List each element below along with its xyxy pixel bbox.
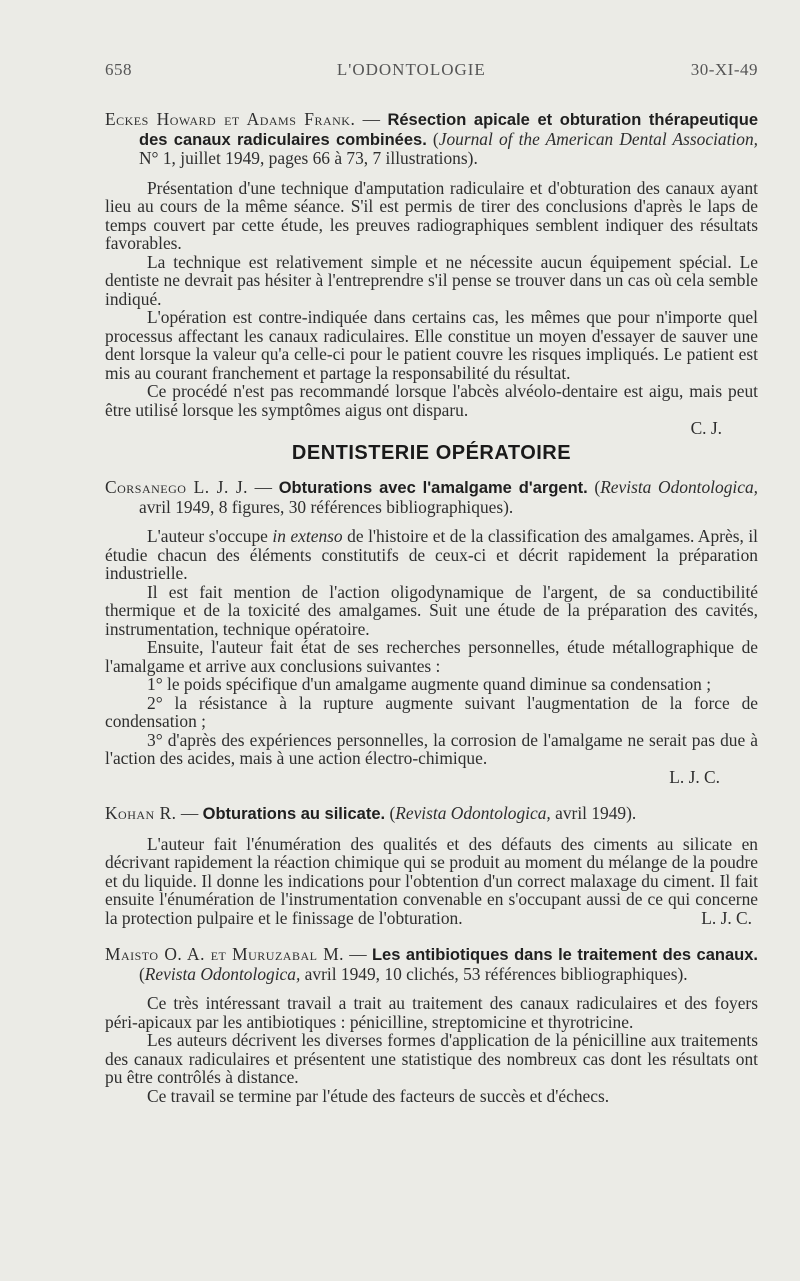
entry-paragraph: Ensuite, l'auteur fait état de ses recherches personnelles, étude métallographique de l'amalgame et arrive aux conclusions suivantes : <box>105 637 758 676</box>
entry-dash: — <box>344 944 372 964</box>
entry-heading <box>105 804 758 824</box>
entry-heading <box>105 945 758 983</box>
entry-reference: avril 1949, 10 clichés, 53 références bibliographiques). <box>300 963 688 984</box>
entry-title: Obturations au silicate. <box>202 805 386 823</box>
page-body <box>105 110 758 1105</box>
entry-journal: Revista Odontologica, <box>395 803 551 823</box>
ref-open: ( <box>587 477 601 497</box>
entry-journal: Revista Odontologica, <box>600 477 758 497</box>
abstract-entry-corsanego <box>105 478 758 786</box>
entry-paragraph: Ce très intéressant travail a trait au traitement des canaux radiculaires et des foyers péri-apicaux par les antibiotiques : pénicilline, streptomicine et thyrotricine. <box>105 993 758 1032</box>
entry-journal: Revista Odontologica, <box>144 963 301 984</box>
entry-paragraph <box>105 835 758 928</box>
entry-signature: L. J. C. <box>669 766 720 787</box>
entry-authors: Eckes Howard et Adams Frank. <box>105 109 356 129</box>
issue-date: 30-XI-49 <box>690 60 758 79</box>
entry-reference: N° 1, juillet 1949, pages 66 à 73, 7 illustrations). <box>139 148 478 168</box>
section-heading: DENTISTERIE OPÉRATOIRE <box>291 441 572 464</box>
entry-journal: Journal of the American Dental Association, <box>438 128 759 149</box>
conclusion-item: 1° le poids spécifique d'un amalgame augmente quand diminue sa condensation ; <box>147 674 712 694</box>
journal-title: L'ODONTOLOGIE <box>336 60 486 79</box>
entry-authors: Corsanego L. J. J. <box>105 477 249 497</box>
latin-phrase: in extenso <box>272 526 343 546</box>
entry-title: Résection apicale et obturation thérapeutique des canaux radiculaires combinées. <box>139 111 759 149</box>
entry-heading <box>105 478 758 516</box>
entry-paragraph: Les auteurs décrivent les diverses formes d'application de la pénicilline aux traitements des canaux radiculaires et présentent une statistique des nombreux cas dont les résultats ont pu être contrôlés à distance. <box>105 1030 758 1087</box>
ref-open: ( <box>139 963 145 984</box>
entry-paragraph: Ce travail se termine par l'étude des facteurs de succès et d'échecs. <box>147 1085 610 1106</box>
page-number: 658 <box>105 60 132 79</box>
entry-paragraph: L'opération est contre-indiquée dans certains cas, les mêmes que pour n'importe quel processus affectant les canaux radiculaires. Elle constitue un moyen d'essayer de sauver une dent lorsque la valeur qu'a celle-ci pour le patient couvre les risques impliqués. Le patient est mis au courant franchement et partage la responsabilité du résultat. <box>105 307 758 383</box>
entry-dash: — <box>176 803 203 823</box>
paragraph-text: L'auteur fait l'énumération des qualités et des défauts des ciments au silicate en décrivant rapidement la réaction chimique qui se produit au moment du mélange de la poudre et du liquide. Il donne les indications pour l'obtention d'un correct malaxage du ciment. Il fait ensuite l'énumération de l'instrumentation convenable en s'occupant aussi de ce qui concerne la protection pulpaire et le finissage de l'obturation. <box>105 833 758 928</box>
entry-title: Obturations avec l'amalgame d'argent. <box>278 479 588 497</box>
abstract-entry-maisto <box>105 945 758 1105</box>
entry-dash: — <box>355 109 388 129</box>
entry-signature: C. J. <box>690 418 722 438</box>
ref-open: ( <box>426 128 439 149</box>
entry-title: Les antibiotiques dans le traitement des canaux. <box>371 946 759 964</box>
abstract-entry-eckes <box>105 110 758 438</box>
running-header <box>105 60 758 80</box>
entry-authors: Kohan R. <box>105 803 177 823</box>
entry-paragraph: Ce procédé n'est pas recommandé lorsque l'abcès alvéolo-dentaire est aigu, mais peut être utilisé lorsque les symptômes aigus ont disparu. <box>105 381 758 420</box>
entry-paragraph: Il est fait mention de l'action oligodynamique de l'argent, de sa conductibilité thermique et de la toxicité des amalgames. Suit une étude de la préparation des cavités, instrumentation, technique opératoire. <box>105 581 758 639</box>
paragraph-text: de l'histoire et de la classification des amalgames. Après, il étudie chacun des éléments constitutifs de ceux-ci et décrit rapidement la préparation industrielle. <box>105 526 758 583</box>
entry-paragraph: La technique est relativement simple et ne nécessite aucun équipement spécial. Le dentiste ne devrait pas hésiter à l'entreprendre s'il pense se trouver dans un cas où cela semble indiqué. <box>105 251 758 309</box>
entry-signature: L. J. C. <box>701 907 752 928</box>
ref-open: ( <box>385 803 396 823</box>
paragraph-text: L'auteur s'occupe <box>147 526 273 546</box>
conclusion-item: 3° d'après des expériences personnelles, la corrosion de l'amalgame ne serait pas due à l'action des acides, mais à une action électro-chimique. <box>105 729 758 768</box>
conclusion-item: 2° la résistance à la rupture augmente suivant l'augmentation de la force de condensation ; <box>105 692 758 731</box>
entry-dash: — <box>248 477 279 497</box>
entry-paragraph <box>105 527 758 583</box>
entry-authors: Maisto O. A. et Muruzabal M. <box>105 944 345 964</box>
abstract-entry-kohan <box>105 804 758 927</box>
entry-paragraph: Présentation d'une technique d'amputation radiculaire et d'obturation des canaux ayant lieu au cours de la même séance. S'il est permis de tirer des conclusions d'après le laps de temps couvert par cette étude, les preuves radiographiques semblent indiquer des résultats favorables. <box>105 177 758 253</box>
entry-heading <box>105 110 758 168</box>
entry-reference: avril 1949). <box>550 803 637 823</box>
entry-reference: avril 1949, 8 figures, 30 références bibliographiques). <box>139 496 514 517</box>
